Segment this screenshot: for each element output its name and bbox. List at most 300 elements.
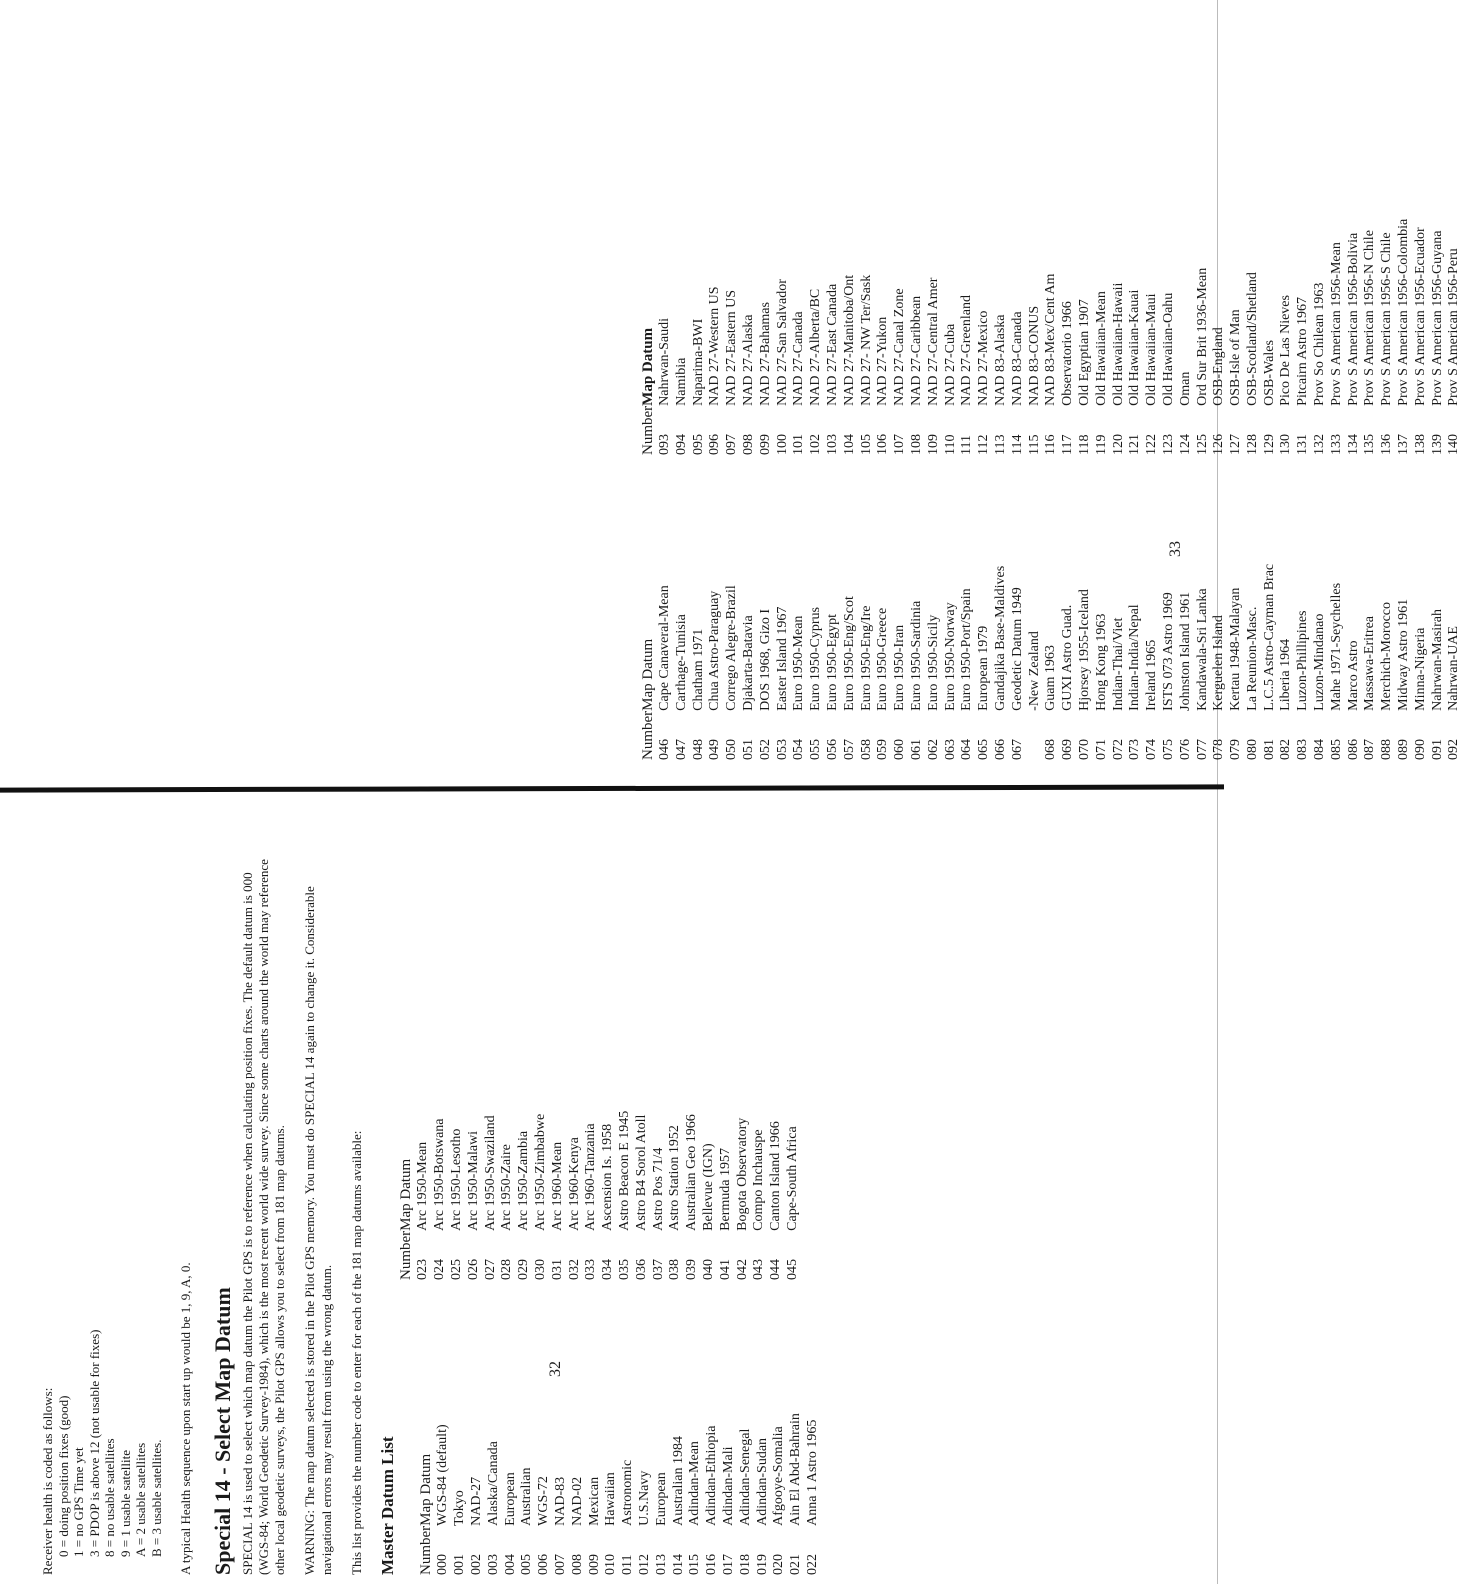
datum-number: 071 [1093,739,1109,760]
datum-number: 133 [1328,434,1344,455]
list-intro: This list provides the number code to enter for each of the 181 map datums available: [348,1130,364,1575]
datum-number: 105 [858,434,874,455]
datum-row [466,1111,483,1280]
datum-row [567,1111,584,1280]
datum-number: 055 [808,739,824,760]
datum-row [718,1111,735,1280]
datum-number: 041 [717,1259,733,1280]
datum-number [1027,711,1044,760]
datum-number: 006 [536,1554,552,1575]
datum-name: NAD 27-Greenland [959,295,975,406]
datum-row [1211,564,1228,760]
datum-name: Indian-Thai/Viet [1110,617,1126,711]
datum-number: 100 [774,434,790,455]
datum-number: 067 [1009,739,1025,760]
datum-row [667,1111,684,1280]
datum-number: 021 [788,1554,804,1575]
datum-row [1430,219,1447,455]
datum-number: 022 [805,1554,821,1575]
datum-number: 114 [1009,434,1025,455]
datum-name: GUXI Astro Guad. [1060,604,1076,711]
health-section [40,840,164,1575]
datum-row [1262,219,1279,455]
datum-name: Arc 1950-Swaziland [482,1115,498,1231]
datum-number: 032 [566,1259,582,1280]
datum-row [691,564,708,760]
datum-number: 123 [1160,434,1176,455]
datum-number: 046 [657,739,672,760]
datum-name: Observatorio 1966 [1060,301,1076,406]
datum-number: 095 [690,434,706,455]
datum-name: Euro 1950-Eng/Scot [841,596,857,711]
datum-row [1413,564,1430,760]
datum-name: Euro 1950-Iran [892,624,908,711]
datum-name: Hong Kong 1963 [1093,613,1109,711]
datum-name: Prov S American 1956-Peru [1446,248,1462,406]
datum-row [654,1413,671,1575]
datum-number: 053 [774,739,790,760]
datum-row [415,1111,432,1280]
datum-row [775,564,792,760]
datum-name: NAD 83-Canada [1009,311,1025,406]
typical-sequence: A typical Health sequence upon start up would be 1, 9, A, 0. [178,1262,193,1575]
datum-name: Arc 1950-Lesotho [449,1128,465,1231]
datum-number: 057 [841,739,857,760]
datum-number: 139 [1429,434,1445,455]
datum-number: 088 [1379,739,1395,760]
list-title: Master Datum List [378,1436,398,1575]
datum-number: 039 [684,1259,700,1280]
datum-number: 015 [687,1554,703,1575]
datum-row [1161,219,1178,455]
datum-number: 061 [908,739,924,760]
datum-name: Australian Geo 1966 [684,1114,700,1231]
datum-number: 027 [482,1259,498,1280]
datum-number: 012 [637,1554,653,1575]
datum-number: 011 [620,1554,636,1575]
datum-row [603,1413,620,1575]
datum-number: 023 [415,1259,431,1280]
datum-row [751,1111,768,1280]
datum-row [1144,219,1161,455]
datum-name: DOS 1968, Gizo I [757,608,773,711]
datum-row [741,564,758,760]
datum-name: Geodetic Datum 1949 [1009,587,1025,711]
datum-name: Hawaiian [603,1472,619,1526]
datum-row [550,1111,567,1280]
datum-row [875,219,892,455]
datum-name: Namibia [673,357,689,406]
datum-number: 093 [657,434,672,455]
datum-row [1362,219,1379,455]
datum-row [536,1413,553,1575]
datum-name: Indian-India/Nepal [1127,604,1143,711]
datum-name: Adindan-Ethiopia [704,1425,720,1526]
datum-row [435,1413,452,1575]
col-number-header: Number [640,710,656,760]
datum-number: 074 [1144,739,1160,760]
col-datum-header: Map Datum [418,1453,435,1526]
datum-row [859,564,876,760]
datum-name: Prov S American 1956-S Chile [1379,232,1395,406]
col-datum-header: Map Datum [640,638,656,711]
datum-number: 003 [485,1554,501,1575]
datum-row [671,1413,688,1575]
datum-number: 081 [1261,739,1277,760]
datum-row [499,1111,516,1280]
datum-name: NAD 83-Alaska [992,314,1008,406]
datum-name: Arc 1950-Malawi [465,1130,481,1231]
datum-row [909,219,926,455]
datum-row [1396,219,1413,455]
datum-row [842,219,859,455]
datum-number: 048 [690,739,706,760]
datum-name: Bellevue (IGN) [701,1143,717,1231]
datum-name: European [502,1472,518,1526]
datum-number: 068 [1043,739,1059,760]
datum-name: Ord Sur Brit 1936-Mean [1194,267,1210,406]
datum-row [959,219,976,455]
datum-number: 117 [1060,434,1076,455]
datum-row [808,564,825,760]
datum-name: Bogota Observatory [734,1117,750,1231]
datum-number: 018 [737,1554,753,1575]
datum-row [1178,219,1195,455]
datum-row [1413,219,1430,455]
datum-number: 059 [875,739,891,760]
datum-row [674,564,691,760]
datum-row [1228,219,1245,455]
datum-name: WGS-72 [536,1476,552,1526]
datum-name: NAD 27-Canal Zone [892,288,908,406]
datum-name: NAD 27-Canada [791,311,807,406]
datum-number: 044 [768,1259,784,1280]
datum-row [741,219,758,455]
datum-number: 034 [600,1259,616,1280]
datum-name: La Reunion-Masc. [1244,606,1260,711]
datum-number: 087 [1362,739,1378,760]
datum-name: Chua Astro-Paraguay [707,590,723,711]
datum-name: Minna-Nigeria [1412,627,1428,711]
datum-number: 103 [824,434,840,455]
datum-number: 017 [721,1554,737,1575]
datum-row [771,1413,788,1575]
datum-name: NAD-83 [553,1476,569,1526]
datum-row [1043,219,1060,455]
datum-name: NAD-02 [569,1476,585,1526]
datum-row [1060,564,1077,760]
datum-name: NAD 27-Eastern US [724,289,740,406]
datum-number: 001 [452,1554,468,1575]
datum-row [735,1111,752,1280]
datum-row [1094,219,1111,455]
datum-name: Cape-South Africa [785,1126,801,1231]
datum-table-c [640,564,1463,760]
datum-name: European 1979 [976,625,992,711]
page-number-33: 33 [1167,541,1184,557]
datum-row [1077,219,1094,455]
datum-row [724,564,741,760]
datum-number: 132 [1312,434,1328,455]
datum-name: NAD-27 [469,1476,485,1526]
datum-name: European [653,1472,669,1526]
datum-row [1430,564,1447,760]
datum-number: 007 [553,1554,569,1575]
datum-row [791,564,808,760]
datum-number: 124 [1177,434,1193,455]
datum-row [1245,564,1262,760]
datum-number: 069 [1060,739,1076,760]
datum-number: 096 [707,434,723,455]
datum-name: Gandajika Base-Maldives [992,565,1008,711]
datum-row [892,564,909,760]
datum-number: 042 [734,1259,750,1280]
health-intro: Receiver health is coded as follows: [40,1387,55,1575]
datum-row [503,1413,520,1575]
datum-row [684,1111,701,1280]
datum-name: Astro Beacon E 1945 [617,1110,633,1231]
datum-number: 054 [791,739,807,760]
datum-name: Euro 1950-Mean [791,615,807,711]
datum-number: 106 [875,434,891,455]
datum-row [1111,219,1128,455]
datum-row [674,219,691,455]
datum-name: Canton Island 1966 [768,1121,784,1231]
datum-number: 005 [519,1554,535,1575]
datum-number: 050 [724,739,740,760]
datum-number: 116 [1043,434,1059,455]
datum-number: 094 [673,434,689,455]
datum-row [634,1111,651,1280]
datum-name: NAD 27-Bahamas [757,302,773,406]
datum-name: Bermuda 1957 [717,1148,733,1231]
datum-name: NAD 27-Alaska [740,314,756,406]
datum-row [1027,219,1044,455]
datum-number: 138 [1412,434,1428,455]
datum-name: Cape Canaveral-Mean [657,585,672,711]
datum-name: NAD 27- NW Ter/Sask [858,274,874,406]
datum-number: 101 [791,434,807,455]
datum-name: OSB-Wales [1261,340,1277,406]
datum-row [1010,564,1027,760]
datum-name: Mexican [586,1476,602,1526]
datum-row [587,1413,604,1575]
datum-name: Old Hawaiian-Maui [1144,293,1160,406]
datum-name: L.C.5 Astro-Cayman Brac [1261,563,1277,711]
datum-row [1262,564,1279,760]
datum-number: 030 [533,1259,549,1280]
datum-row [805,1413,822,1575]
datum-name: Adindan-Mali [721,1446,737,1526]
datum-row [825,219,842,455]
datum-name: Australian 1984 [670,1436,686,1526]
datum-row [570,1413,587,1575]
page-divider [0,784,1224,792]
datum-number: 104 [841,434,857,455]
datum-row [1094,564,1111,760]
datum-number: 135 [1362,434,1378,455]
datum-row [943,564,960,760]
datum-number: 079 [1228,739,1244,760]
datum-row [768,1111,785,1280]
datum-name: NAD 27-Caribbean [908,295,924,406]
datum-row [1077,564,1094,760]
datum-row [1446,564,1463,760]
datum-number: 099 [757,434,773,455]
datum-row [707,564,724,760]
datum-row [1362,564,1379,760]
datum-name: Euro 1950-Norway [942,602,958,711]
datum-name: Massawa-Eritrea [1362,616,1378,711]
datum-number: 033 [583,1259,599,1280]
datum-row [875,564,892,760]
datum-row [842,564,859,760]
datum-name: Euro 1950-Eng/Ire [858,605,874,711]
datum-name: Nahrwan-UAE [1446,626,1462,711]
datum-number: 102 [808,434,824,455]
datum-number: 038 [667,1259,683,1280]
datum-row [1329,564,1346,760]
datum-name: Midway Astro 1961 [1396,598,1412,711]
datum-number: 028 [499,1259,515,1280]
datum-number: 060 [892,739,908,760]
datum-name: Prov S American 1956-N Chile [1362,230,1378,406]
datum-name: ISTS 073 Astro 1969 [1160,592,1176,711]
datum-row [758,564,775,760]
datum-row [657,219,674,455]
datum-number: 120 [1110,434,1126,455]
datum-name: Johnston Island 1961 [1177,591,1193,711]
datum-name: -New Zealand [1026,631,1042,711]
datum-number: 122 [1144,434,1160,455]
datum-name: Arc 1960-Kenya [566,1137,582,1231]
datum-number: 008 [569,1554,585,1575]
datum-row [892,219,909,455]
datum-number: 051 [740,739,756,760]
datum-number: 052 [757,739,773,760]
datum-row [1346,219,1363,455]
datum-name: Kerguelen Island [1211,615,1227,711]
datum-row [707,219,724,455]
datum-row [808,219,825,455]
datum-row [993,564,1010,760]
datum-name: NAD 27-Mexico [976,310,992,406]
datum-row [909,564,926,760]
datum-name: Euro 1950-Greece [875,607,891,711]
datum-number: 125 [1194,434,1210,455]
datum-row [1127,564,1144,760]
datum-name: Alaska/Canada [485,1441,501,1526]
datum-number: 073 [1127,739,1143,760]
datum-name: NAD 27-Yukon [875,316,891,406]
datum-name: Pico De Las Nieves [1278,295,1294,406]
datum-name: Nahrwan-Masirah [1429,608,1445,711]
datum-number: 072 [1110,739,1126,760]
datum-number: 098 [740,434,756,455]
datum-row [825,564,842,760]
datum-name: Euro 1950-Egypt [824,614,840,711]
datum-name: Old Hawaiian-Hawaii [1110,282,1126,406]
datum-name: Prov So Chilean 1963 [1312,282,1328,406]
datum-name: Prov S American 1956-Colombia [1396,218,1412,406]
datum-number: 109 [925,434,941,455]
datum-row [859,219,876,455]
datum-number: 019 [754,1554,770,1575]
datum-name: Ain El Abd-Bahrain [788,1413,804,1526]
datum-row [516,1111,533,1280]
datum-number: 026 [465,1259,481,1280]
datum-number: 047 [673,739,689,760]
datum-number: 025 [449,1259,465,1280]
datum-name: Euro 1950-Sardinia [908,600,924,711]
datum-number: 086 [1345,739,1361,760]
datum-number: 115 [1026,434,1042,455]
datum-row [791,219,808,455]
datum-name: NAD 27-Manitoba/Ont [841,274,857,406]
datum-row [651,1111,668,1280]
datum-name: Arc 1950-Zaire [499,1144,515,1231]
datum-number: 010 [603,1554,619,1575]
datum-name: Euro 1950-Sicily [925,614,941,711]
datum-number: 107 [892,434,908,455]
col-datum-header: Map Datum [640,327,656,406]
datum-name: Ascension Is. 1958 [600,1123,616,1231]
datum-row [775,219,792,455]
datum-row [1144,564,1161,760]
datum-number: 004 [502,1554,518,1575]
datum-number: 091 [1429,739,1445,760]
datum-number: 058 [858,739,874,760]
datum-number: 130 [1278,434,1294,455]
datum-row [637,1413,654,1575]
datum-number: 014 [670,1554,686,1575]
datum-number: 092 [1446,739,1462,760]
datum-name: Merchich-Morocco [1379,602,1395,711]
datum-name: OSB-England [1211,327,1227,406]
datum-name: NAD 27-Alberta/BC [808,288,824,406]
datum-row [993,219,1010,455]
datum-row [617,1111,634,1280]
datum-number: 013 [653,1554,669,1575]
datum-name: Arc 1950-Botswana [432,1118,448,1231]
datum-row [1195,564,1212,760]
datum-table-d [640,219,1463,455]
datum-name: Nahrwan-Saudi [657,317,672,406]
datum-number: 110 [942,434,958,455]
health-code: 0 = doing position fixes (good) [55,1395,71,1557]
datum-name: Pitcairn Astro 1967 [1295,296,1311,406]
datum-number: 131 [1295,434,1311,455]
datum-number: 024 [432,1259,448,1280]
datum-row [926,219,943,455]
datum-name: Tokyo [452,1490,468,1526]
datum-name: Kandawala-Sri Lanka [1194,588,1210,711]
datum-name: Ireland 1965 [1144,639,1160,711]
datum-row [1312,564,1329,760]
datum-row [1127,219,1144,455]
datum-number: 000 [435,1554,451,1575]
datum-row [724,219,741,455]
datum-row [1060,219,1077,455]
datum-name: NAD 27-San Salvador [774,279,790,406]
health-code: 1 = no GPS Time yet [71,1447,86,1557]
datum-number: 112 [976,434,992,455]
datum-name: Luzon-Mindanao [1312,613,1328,711]
datum-number: 128 [1244,434,1260,455]
datum-number: 036 [633,1259,649,1280]
datum-number: 076 [1177,739,1193,760]
datum-row [469,1413,486,1575]
